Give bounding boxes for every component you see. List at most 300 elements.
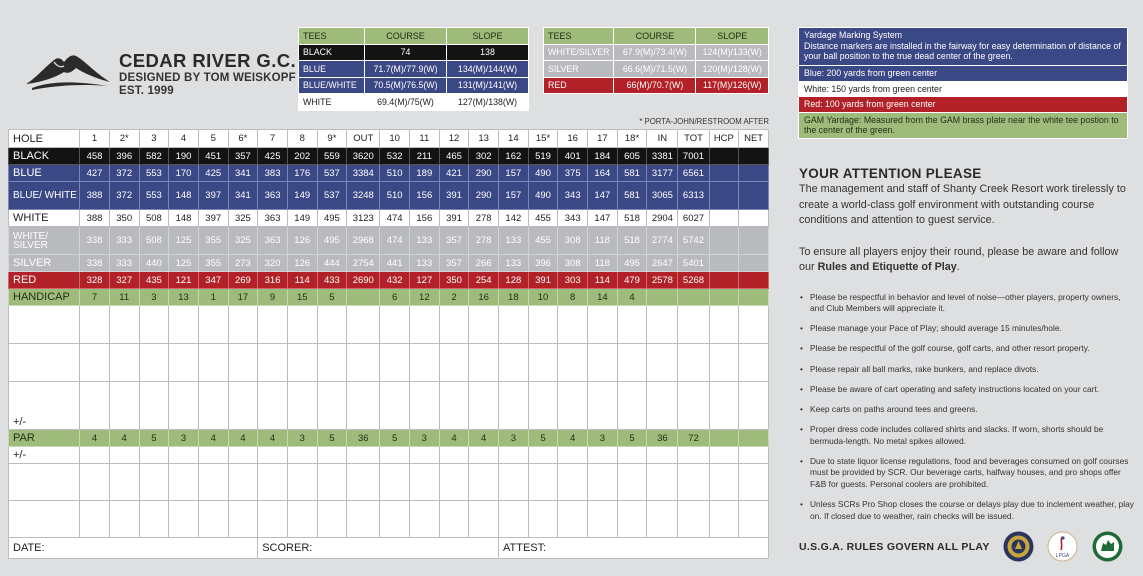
blue-marker-note: Blue: 200 yards from green center xyxy=(799,66,1128,82)
yardage-cell: 316 xyxy=(258,272,288,289)
score-entry-cell[interactable] xyxy=(617,344,647,382)
yardage-cell: 157 xyxy=(499,182,529,210)
score-entry-cell[interactable] xyxy=(439,306,469,344)
yardage-cell: 1 xyxy=(198,289,228,306)
tee-rating-row xyxy=(544,77,769,94)
blank-score-cell xyxy=(709,210,739,227)
yardage-cell: 269 xyxy=(228,272,258,289)
golf-association-seal-icon xyxy=(1003,531,1034,562)
score-entry-cell[interactable] xyxy=(169,306,199,344)
score-entry-cell[interactable] xyxy=(228,501,258,538)
yardage-cell: 290 xyxy=(469,165,499,182)
score-entry-row[interactable] xyxy=(9,344,769,382)
yardage-cell: 2647 xyxy=(647,255,678,272)
blank-score-cell xyxy=(739,255,769,272)
score-entry-cell[interactable] xyxy=(109,447,139,464)
score-entry-cell[interactable] xyxy=(558,501,588,538)
yardage-cell: 355 xyxy=(198,227,228,255)
signature-row xyxy=(9,538,769,559)
attention-paragraph-1: The management and staff of Shanty Creek Resort work tirelessly to create a world-class golf environment with outstanding course conditions and attention to guest service. xyxy=(799,183,1126,226)
yardage-cell: 357 xyxy=(228,148,258,165)
blank-score-cell xyxy=(739,289,769,306)
score-entry-cell[interactable] xyxy=(80,382,110,430)
score-entry-cell[interactable] xyxy=(647,447,678,464)
white-marker-note: White: 150 yards from green center xyxy=(799,81,1128,97)
yardage-cell: 133 xyxy=(499,227,529,255)
score-entry-cell[interactable] xyxy=(409,447,439,464)
score-entry-cell[interactable] xyxy=(528,501,558,538)
score-entry-cell[interactable] xyxy=(558,447,588,464)
yardage-cell: 126 xyxy=(287,255,317,272)
score-entry-cell[interactable] xyxy=(80,464,110,501)
score-entry-cell[interactable] xyxy=(439,501,469,538)
hole-number-cell: 10 xyxy=(380,130,410,148)
score-entry-cell[interactable] xyxy=(617,447,647,464)
course-header: COURSE xyxy=(614,28,696,45)
score-entry-cell[interactable] xyxy=(347,382,380,430)
score-entry-cell[interactable] xyxy=(617,501,647,538)
hole-number-cell: 8 xyxy=(287,130,317,148)
score-entry-cell[interactable] xyxy=(139,501,169,538)
score-entry-cell[interactable] xyxy=(80,344,110,382)
score-entry-cell[interactable] xyxy=(617,382,647,430)
par-cell: 5 xyxy=(380,430,410,447)
usga-rules-note: U.S.G.A. RULES GOVERN ALL PLAY xyxy=(799,541,990,553)
yardage-cell: 147 xyxy=(588,182,618,210)
yardage-cell: 5 xyxy=(317,289,347,306)
score-entry-cell[interactable] xyxy=(678,447,709,464)
yardage-row xyxy=(9,255,769,272)
score-entry-cell[interactable] xyxy=(198,464,228,501)
tee-name-cell: RED xyxy=(544,77,614,94)
score-entry-cell[interactable] xyxy=(409,382,439,430)
yardage-cell: 278 xyxy=(469,210,499,227)
yardage-cell: 518 xyxy=(617,210,647,227)
score-entry-cell[interactable] xyxy=(109,344,139,382)
score-entry-cell[interactable] xyxy=(198,447,228,464)
yardage-cell: 581 xyxy=(617,182,647,210)
score-entry-cell[interactable] xyxy=(588,306,618,344)
score-entry-cell[interactable] xyxy=(317,306,347,344)
score-entry-cell[interactable] xyxy=(347,447,380,464)
par-cell: 3 xyxy=(499,430,529,447)
hole-number-cell: 2* xyxy=(109,130,139,148)
tee-rating-row xyxy=(299,77,529,94)
score-entry-cell[interactable] xyxy=(258,344,288,382)
score-entry-cell[interactable] xyxy=(678,501,709,538)
course-rating-cell: 67.9(M)/73.4(W) xyxy=(614,44,696,61)
score-entry-cell[interactable] xyxy=(258,382,288,430)
yardage-cell: 3 xyxy=(139,289,169,306)
tee-name-cell: WHITE/SILVER xyxy=(544,44,614,61)
score-entry-cell[interactable] xyxy=(709,501,739,538)
yardage-cell: 3381 xyxy=(647,148,678,165)
yardage-cell: 325 xyxy=(228,227,258,255)
yardage-cell: 333 xyxy=(109,255,139,272)
score-entry-cell[interactable] xyxy=(169,464,199,501)
gam-yardage-note: GAM Yardage: Measured from the GAM brass plate near the white tee postion to the center of the green. xyxy=(799,112,1128,138)
yardage-cell: 156 xyxy=(409,210,439,227)
score-entry-cell[interactable] xyxy=(139,447,169,464)
hole-number-cell: 4 xyxy=(169,130,199,148)
yardage-cell: 18 xyxy=(499,289,529,306)
yardage-cell: 425 xyxy=(258,148,288,165)
score-entry-cell[interactable] xyxy=(409,306,439,344)
score-entry-cell[interactable] xyxy=(558,306,588,344)
yardage-cell: 2578 xyxy=(647,272,678,289)
score-entry-cell[interactable] xyxy=(588,447,618,464)
score-entry-cell[interactable] xyxy=(317,447,347,464)
yardage-cell: 126 xyxy=(287,227,317,255)
yardage-cell: 363 xyxy=(258,227,288,255)
yardage-cell: 3620 xyxy=(347,148,380,165)
score-entry-cell[interactable] xyxy=(380,447,410,464)
score-entry-cell[interactable] xyxy=(709,464,739,501)
par-cell: 4 xyxy=(439,430,469,447)
yardage-cell: 350 xyxy=(439,272,469,289)
yardage-cell: 5742 xyxy=(678,227,709,255)
score-entry-cell[interactable] xyxy=(258,464,288,501)
score-entry-cell[interactable] xyxy=(258,447,288,464)
par-cell: 5 xyxy=(617,430,647,447)
score-entry-cell[interactable] xyxy=(347,344,380,382)
score-entry-cell[interactable] xyxy=(109,464,139,501)
blank-score-cell xyxy=(709,255,739,272)
score-entry-cell[interactable] xyxy=(80,447,110,464)
yardage-cell: 479 xyxy=(617,272,647,289)
hole-number-cell: 1 xyxy=(80,130,110,148)
paragraph-2-text: To ensure all players enjoy their round, please be aware and follow our xyxy=(799,245,1119,273)
score-entry-cell[interactable] xyxy=(228,344,258,382)
yardage-cell: 3065 xyxy=(647,182,678,210)
score-entry-cell[interactable] xyxy=(439,447,469,464)
row-label: BLUE/ WHITE xyxy=(9,182,80,210)
score-entry-cell[interactable] xyxy=(228,464,258,501)
yardage-cell: 142 xyxy=(499,210,529,227)
score-entry-cell[interactable] xyxy=(499,382,529,430)
score-entry-cell[interactable] xyxy=(287,344,317,382)
yardage-cell: 435 xyxy=(139,272,169,289)
score-entry-cell[interactable] xyxy=(678,344,709,382)
yardage-cell: 148 xyxy=(169,182,199,210)
yardage-cell: 427 xyxy=(80,165,110,182)
score-entry-cell[interactable] xyxy=(588,344,618,382)
score-entry-cell[interactable] xyxy=(588,464,618,501)
yardage-cell: 13 xyxy=(169,289,199,306)
yardage-cell: 519 xyxy=(528,148,558,165)
par-cell: 3 xyxy=(409,430,439,447)
hole-label: HOLE xyxy=(9,130,80,148)
score-entry-cell[interactable] xyxy=(347,464,380,501)
hole-number-cell: 18* xyxy=(617,130,647,148)
score-entry-cell[interactable] xyxy=(80,306,110,344)
attest-field[interactable]: ATTEST: xyxy=(499,538,769,559)
yardage-cell: 6 xyxy=(380,289,410,306)
score-entry-row[interactable] xyxy=(9,306,769,344)
score-entry-cell[interactable] xyxy=(499,344,529,382)
score-entry-cell[interactable] xyxy=(678,382,709,430)
score-entry-cell[interactable] xyxy=(528,447,558,464)
club-name: CEDAR RIVER G.C. xyxy=(119,50,297,71)
player-name-cell[interactable] xyxy=(9,344,80,382)
yardage-cell: 440 xyxy=(139,255,169,272)
yardage-cell: 3123 xyxy=(347,210,380,227)
rule-item: • Unless SCRs Pro Shop closes the course or delays play due to inclement weather, play on. If closed due to weather, rain checks will be issued. xyxy=(799,499,1134,522)
score-entry-cell[interactable] xyxy=(469,344,499,382)
tee-name-cell: SILVER xyxy=(544,61,614,78)
par-cell: 5 xyxy=(528,430,558,447)
score-entry-cell[interactable] xyxy=(739,382,769,430)
score-entry-cell[interactable] xyxy=(258,306,288,344)
score-entry-cell[interactable] xyxy=(439,344,469,382)
player-name-cell[interactable] xyxy=(9,464,80,501)
yardage-cell: 341 xyxy=(228,182,258,210)
score-entry-cell[interactable] xyxy=(469,464,499,501)
hole-number-cell: TOT xyxy=(678,130,709,148)
yardage-cell: 474 xyxy=(380,227,410,255)
hole-number-cell: HCP xyxy=(709,130,739,148)
yardage-cell: 147 xyxy=(588,210,618,227)
score-entry-cell[interactable] xyxy=(317,464,347,501)
score-entry-cell[interactable] xyxy=(469,382,499,430)
score-entry-cell[interactable] xyxy=(287,464,317,501)
score-entry-cell[interactable] xyxy=(198,306,228,344)
score-entry-cell[interactable] xyxy=(139,464,169,501)
player-name-cell[interactable] xyxy=(9,501,80,538)
established-year: EST. 1999 xyxy=(119,85,174,97)
score-entry-cell[interactable] xyxy=(409,464,439,501)
score-entry-cell[interactable] xyxy=(528,464,558,501)
yardage-cell: 2904 xyxy=(647,210,678,227)
plus-minus-label: +/- xyxy=(9,447,80,464)
yardage-cell: 388 xyxy=(80,210,110,227)
score-entry-cell[interactable] xyxy=(380,464,410,501)
score-entry-cell[interactable] xyxy=(739,501,769,538)
score-entry-cell[interactable] xyxy=(198,501,228,538)
score-entry-cell[interactable] xyxy=(558,344,588,382)
score-entry-cell[interactable] xyxy=(588,501,618,538)
yardage-cell: 396 xyxy=(109,148,139,165)
course-rating-cell: 70.5(M)/76.5(W) xyxy=(365,77,447,94)
score-entry-cell[interactable] xyxy=(409,501,439,538)
score-entry-cell[interactable] xyxy=(678,464,709,501)
slope-rating-cell: 138 xyxy=(447,44,529,61)
score-entry-cell[interactable] xyxy=(109,306,139,344)
score-entry-cell[interactable] xyxy=(709,447,739,464)
score-entry-cell[interactable] xyxy=(499,501,529,538)
score-entry-cell[interactable] xyxy=(287,382,317,430)
score-entry-cell[interactable] xyxy=(439,464,469,501)
yardage-cell: 127 xyxy=(409,272,439,289)
rule-item: • Please manage your Pace of Play; should average 15 minutes/hole. xyxy=(799,323,1134,335)
score-entry-cell[interactable] xyxy=(439,382,469,430)
yardage-cell: 397 xyxy=(198,182,228,210)
score-entry-cell[interactable] xyxy=(499,306,529,344)
yardage-cell: 532 xyxy=(380,148,410,165)
player-name-cell[interactable] xyxy=(9,306,80,344)
score-entry-cell[interactable] xyxy=(287,306,317,344)
score-entry-cell[interactable] xyxy=(380,344,410,382)
yardage-cell: 17 xyxy=(228,289,258,306)
score-entry-cell[interactable] xyxy=(380,306,410,344)
score-entry-cell[interactable] xyxy=(647,382,678,430)
score-entry-cell[interactable] xyxy=(228,382,258,430)
score-entry-cell[interactable] xyxy=(109,501,139,538)
attention-section xyxy=(799,166,1134,531)
score-entry-cell[interactable] xyxy=(739,306,769,344)
designer-credit: DESIGNED BY TOM WEISKOPF xyxy=(119,71,296,84)
score-entry-cell[interactable] xyxy=(617,306,647,344)
score-entry-cell[interactable] xyxy=(287,447,317,464)
score-entry-cell[interactable] xyxy=(709,344,739,382)
yardage-cell: 9 xyxy=(258,289,288,306)
score-entry-cell[interactable] xyxy=(739,344,769,382)
scorer-field[interactable]: SCORER: xyxy=(258,538,499,559)
score-entry-cell[interactable] xyxy=(169,447,199,464)
yardage-cell: 149 xyxy=(287,182,317,210)
score-entry-cell[interactable] xyxy=(198,382,228,430)
score-entry-cell[interactable] xyxy=(258,501,288,538)
score-entry-cell[interactable] xyxy=(499,464,529,501)
par-cell xyxy=(739,430,769,447)
mountain-logo-icon xyxy=(24,48,112,92)
score-entry-cell[interactable] xyxy=(228,447,258,464)
blank-score-cell xyxy=(709,148,739,165)
score-entry-cell[interactable] xyxy=(588,382,618,430)
tee-rating-row xyxy=(299,61,529,78)
score-entry-cell[interactable] xyxy=(647,306,678,344)
yardage-cell: 357 xyxy=(439,255,469,272)
score-entry-cell[interactable] xyxy=(678,306,709,344)
score-entry-cell[interactable] xyxy=(528,382,558,430)
score-entry-cell[interactable] xyxy=(228,306,258,344)
par-cell: 36 xyxy=(347,430,380,447)
blank-score-cell xyxy=(709,227,739,255)
score-entry-cell[interactable] xyxy=(169,382,199,430)
yardage-system-title: Yardage Marking System xyxy=(804,30,903,40)
score-entry-cell[interactable] xyxy=(169,501,199,538)
yardage-cell: 343 xyxy=(558,182,588,210)
date-field[interactable]: DATE: xyxy=(9,538,258,559)
hole-number-cell: 7 xyxy=(258,130,288,148)
score-entry-cell[interactable] xyxy=(709,306,739,344)
score-entry-cell[interactable] xyxy=(558,464,588,501)
hole-number-cell: 13 xyxy=(469,130,499,148)
score-entry-cell[interactable] xyxy=(198,344,228,382)
yardage-row xyxy=(9,148,769,165)
hole-number-cell: 16 xyxy=(558,130,588,148)
score-entry-cell[interactable] xyxy=(469,501,499,538)
score-entry-cell[interactable] xyxy=(739,447,769,464)
par-cell: 3 xyxy=(169,430,199,447)
score-entry-cell[interactable] xyxy=(380,501,410,538)
par-cell: 4 xyxy=(228,430,258,447)
yardage-cell: 149 xyxy=(287,210,317,227)
score-entry-cell[interactable] xyxy=(617,464,647,501)
par-cell: 3 xyxy=(588,430,618,447)
yardage-cell: 495 xyxy=(317,227,347,255)
score-entry-cell[interactable] xyxy=(347,501,380,538)
par-cell: 4 xyxy=(109,430,139,447)
score-entry-row[interactable] xyxy=(9,501,769,538)
hole-number-cell: OUT xyxy=(347,130,380,148)
hole-number-cell: NET xyxy=(739,130,769,148)
score-entry-cell[interactable] xyxy=(709,382,739,430)
score-entry-cell[interactable] xyxy=(139,306,169,344)
score-entry-cell[interactable] xyxy=(528,344,558,382)
yardage-cell: 14 xyxy=(588,289,618,306)
score-entry-cell[interactable] xyxy=(380,382,410,430)
slope-rating-cell: 120(M)/128(W) xyxy=(696,61,769,78)
score-entry-cell[interactable] xyxy=(169,344,199,382)
row-label: HANDICAP xyxy=(9,289,80,306)
score-entry-cell[interactable] xyxy=(499,447,529,464)
player-name-cell[interactable]: +/- xyxy=(9,382,80,430)
score-entry-cell[interactable] xyxy=(528,306,558,344)
score-entry-cell[interactable] xyxy=(347,306,380,344)
blank-score-cell xyxy=(739,227,769,255)
rules-list xyxy=(799,292,1134,523)
slope-rating-cell: 134(M)/144(W) xyxy=(447,61,529,78)
yardage-cell: 6561 xyxy=(678,165,709,182)
yardage-cell xyxy=(678,289,709,306)
lpga-seal-icon xyxy=(1047,531,1078,562)
hole-number-cell: 3 xyxy=(139,130,169,148)
yardage-cell: 202 xyxy=(287,148,317,165)
yardage-cell: 125 xyxy=(169,255,199,272)
score-entry-cell[interactable] xyxy=(287,501,317,538)
blank-score-cell xyxy=(739,148,769,165)
yardage-cell: 537 xyxy=(317,182,347,210)
score-entry-cell[interactable] xyxy=(80,501,110,538)
plus-minus-row[interactable] xyxy=(9,447,769,464)
score-entry-row[interactable] xyxy=(9,464,769,501)
score-entry-cell[interactable] xyxy=(558,382,588,430)
score-entry-cell[interactable] xyxy=(647,464,678,501)
score-entry-cell[interactable] xyxy=(409,344,439,382)
rule-item: • Please repair all ball marks, rake bunkers, and replace divots. xyxy=(799,364,1134,376)
yardage-cell: 2774 xyxy=(647,227,678,255)
yardage-cell: 455 xyxy=(528,210,558,227)
yardage-cell: 308 xyxy=(558,255,588,272)
blank-score-cell xyxy=(709,182,739,210)
score-entry-cell[interactable] xyxy=(739,464,769,501)
score-entry-cell[interactable] xyxy=(139,382,169,430)
score-entry-cell[interactable] xyxy=(109,382,139,430)
score-entry-cell[interactable] xyxy=(469,306,499,344)
red-marker-note: Red: 100 yards from green center xyxy=(799,97,1128,113)
score-entry-cell[interactable] xyxy=(647,344,678,382)
score-entry-cell[interactable] xyxy=(317,344,347,382)
lpga-seal-label: LPGA xyxy=(1055,553,1070,559)
score-entry-cell[interactable] xyxy=(139,344,169,382)
yardage-cell: 118 xyxy=(588,227,618,255)
yardage-cell: 211 xyxy=(409,148,439,165)
score-entry-cell[interactable] xyxy=(647,501,678,538)
par-cell: 5 xyxy=(317,430,347,447)
yardage-cell: 510 xyxy=(380,165,410,182)
yardage-cell xyxy=(647,289,678,306)
score-entry-cell[interactable] xyxy=(317,382,347,430)
score-entry-cell[interactable] xyxy=(469,447,499,464)
yardage-cell: 441 xyxy=(380,255,410,272)
score-entry-row[interactable] xyxy=(9,382,769,430)
scorecard-table xyxy=(8,129,769,559)
rule-item: • Please be respectful of the golf course, golf carts, and other resort property. xyxy=(799,343,1134,355)
score-entry-cell[interactable] xyxy=(317,501,347,538)
rule-item: • Proper dress code includes collared shirts and slacks. If worn, shorts should be bermuda-length. No metal spikes allowed. xyxy=(799,424,1134,447)
yardage-cell: 118 xyxy=(588,255,618,272)
